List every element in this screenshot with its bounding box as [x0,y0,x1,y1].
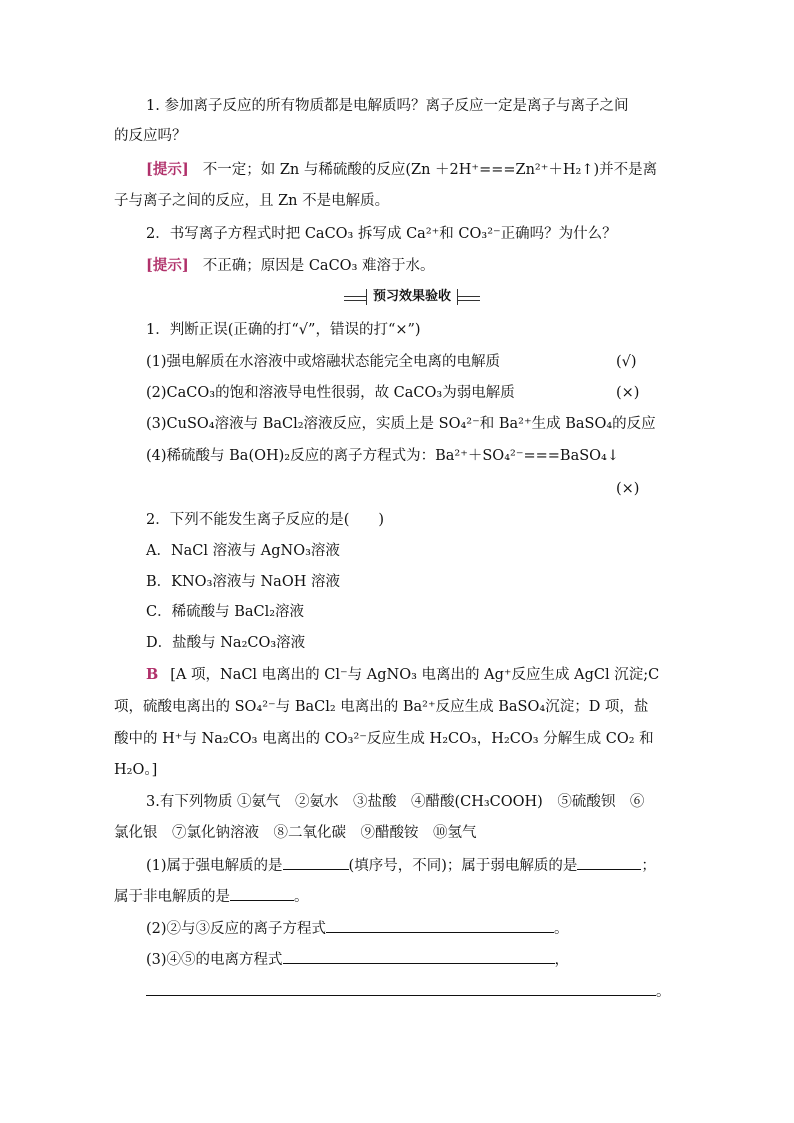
answer-blank-weak-electrolytes[interactable] [577,854,641,870]
answer-blank-strong-electrolytes[interactable] [283,854,349,870]
think-answer-2-text: 不正确；原因是 CaCO₃ 难溶于水。 [202,258,435,274]
exercise-3-part-2 [146,917,569,939]
think-question-2: 2．书写离子方程式时把 CaCO₃ 拆写成 Ca²⁺和 CO₃²⁻正确吗？为什么？ [146,226,617,242]
exercise-1-item-3: (3)CuSO₄溶液与 BaCl₂溶液反应，实质上是 SO₄²⁻和 Ba²⁺生成 BaSO₄的反应 [146,416,656,432]
answer-blank-non-electrolytes[interactable] [230,885,294,901]
exercise-1-item-2: (2)CaCO₃的饱和溶液导电性很弱，故 CaCO₃为弱电解质 [146,385,515,401]
think-answer-1-text: 不一定；如 Zn 与稀硫酸的反应(Zn ＋2H⁺===Zn²⁺＋H₂↑)并不是离 [202,162,658,178]
exercise-1-item-1-mark: (√) [616,354,637,370]
exercise-1-item-2-mark: (×) [616,385,640,401]
exercise-3-part-1-text-b: (填序号，不同)；属于弱电解质的是 [348,858,578,874]
exercise-3-part-3-line-2 [146,980,671,1002]
exercise-2-explanation-line-2: 项，硫酸电离出的 SO₄²⁻与 BaCl₂ 电离出的 Ba²⁺反应生成 BaSO₄沉淀；D 项，盐 [114,699,649,715]
exercise-3-stem-line-1: 3.有下列物质 ①氨气 ②氨水 ③盐酸 ④醋酸(CH₃COOH) ⑤硫酸钡 ⑥ [146,794,645,810]
exercise-3-part-2-end: 。 [554,921,569,937]
exercise-3-part-3-last-end: 。 [656,984,671,1000]
answer-letter: B [146,666,159,683]
exercise-3-part-3 [146,948,569,970]
exercise-3-part-1-text-e: 。 [294,889,309,905]
exercise-1-stem: 1．判断正误(正确的打“√”，错误的打“×”) [146,322,421,338]
think-answer-1-line-1 [146,160,657,180]
exercise-2-explanation-line-3: 酸中的 H⁺与 Na₂CO₃ 电离出的 CO₃²⁻反应生成 H₂CO₃，H₂CO₃ 分解生成 CO₂ 和 [114,731,654,747]
exercise-3-part-1-text-d: 属于非电解质的是 [114,889,230,905]
exercise-3-part-3-text: (3)④⑤的电离方程式 [146,952,283,968]
hint-label: [提示] [146,161,189,178]
exercise-3-part-1-text-c: ； [641,858,656,874]
exercise-2-explanation-text: [A 项，NaCl 电离出的 Cl⁻与 AgNO₃ 电离出的 Ag⁺反应生成 AgCl 沉淀;C [170,667,660,683]
exercise-2-explanation-line-1 [146,665,659,685]
answer-blank-ionization-equation-1[interactable] [283,948,555,964]
answer-blank-ionization-equation-2[interactable] [146,980,656,996]
exercise-2-explanation-line-4: H₂O。] [114,762,158,778]
exercise-2-option-d: D．盐酸与 Na₂CO₃溶液 [146,635,306,651]
answer-blank-ionic-equation[interactable] [326,917,554,933]
exercise-2-option-b: B．KNO₃溶液与 NaOH 溶液 [146,574,340,590]
exercise-2-option-a: A．NaCl 溶液与 AgNO₃溶液 [146,543,340,559]
exercise-2-stem: 2．下列不能发生离子反应的是( ) [146,512,385,528]
hint-label: [提示] [146,257,189,274]
think-answer-2 [146,256,435,276]
exercise-3-part-1 [146,854,656,876]
section-title-banner [344,288,480,306]
exercise-3-part-3-end: ， [554,952,570,968]
think-question-1-line-2: 的反应吗？ [114,128,187,144]
think-answer-1-line-2: 子与离子之间的反应，且 Zn 不是电解质。 [114,193,390,209]
exercise-1-item-1: (1)强电解质在水溶液中或熔融状态能完全电离的电解质 [146,354,501,370]
exercise-2-option-c: C．稀硫酸与 BaCl₂溶液 [146,604,305,620]
section-title: 预习效果验收 [366,289,458,305]
exercise-3-part-1-text-a: (1)属于强电解质的是 [146,858,283,874]
exercise-1-item-4: (4)稀硫酸与 Ba(OH)₂反应的离子方程式为：Ba²⁺＋SO₄²⁻===BaSO₄↓ [146,448,620,464]
exercise-3-part-2-text: (2)②与③反应的离子方程式 [146,921,327,937]
exercise-1-item-4-mark: (×) [616,481,640,497]
exercise-3-stem-line-2: 氯化银 ⑦氯化钠溶液 ⑧二氧化碳 ⑨醋酸铵 ⑩氢气 [114,825,477,841]
think-question-1-line-1: 1. 参加离子反应的所有物质都是电解质吗？离子反应一定是离子与离子之间 [146,98,629,114]
exercise-3-part-1-line-2 [114,885,309,907]
